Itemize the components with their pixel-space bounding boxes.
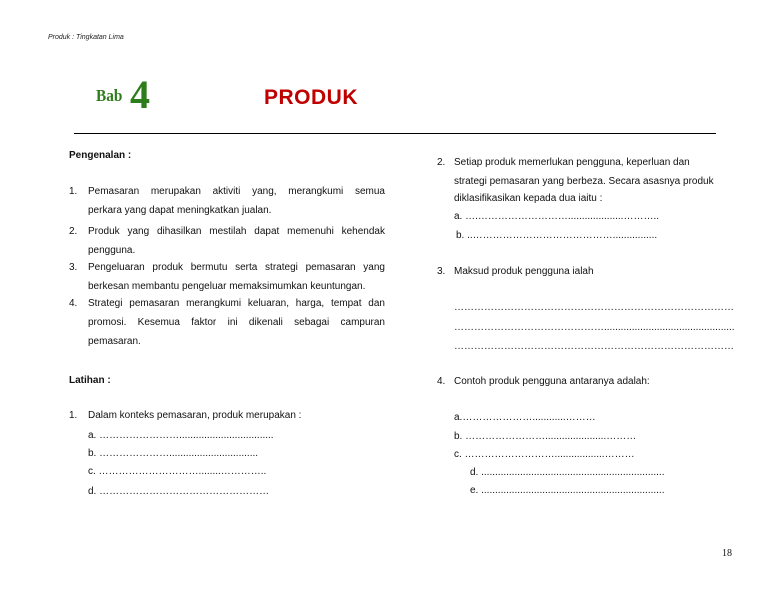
answer-option-c: c. …………………………........………….. <box>88 466 267 477</box>
intro-item-line: pengguna. <box>88 245 136 256</box>
answer-option-d: d. …………………………………………… <box>88 486 270 497</box>
intro-item-number: 1. <box>69 186 78 197</box>
title-divider <box>74 133 716 134</box>
answer-option-b: b. ..……………………………………................ <box>456 230 658 241</box>
answer-option-b: b. ……………………......................……… <box>454 431 637 442</box>
intro-item-text <box>88 298 385 348</box>
answer-line: ………………………………………............................................... <box>454 322 735 333</box>
answer-option-e: e. .................................................................. <box>470 485 665 496</box>
answer-option-a: a. …………………….................................. <box>88 430 274 441</box>
answer-option-a: a.…………………............……… <box>454 412 596 423</box>
intro-item-line: Produk yang dihasilkan mestilah dapat memenuhi kehendak <box>88 226 385 237</box>
answer-option-d: d. .................................................................. <box>470 467 665 478</box>
intro-item-line: Strategi pemasaran merangkumi keluaran, harga, tempat dan <box>88 298 385 309</box>
intro-item-number: 3. <box>69 262 78 273</box>
intro-heading: Pengenalan : <box>69 150 132 161</box>
intro-item-number: 4. <box>69 298 78 309</box>
question-text: strategi pemasaran yang berbeza. Secara asasnya produk <box>454 176 714 187</box>
intro-item-number: 2. <box>69 226 78 237</box>
answer-option-b: b. …………………................................ <box>88 448 259 459</box>
question-number: 4. <box>437 376 446 387</box>
intro-item-line: perkara yang dapat meningkatkan jualan. <box>88 205 272 216</box>
answer-line: ………………………………………………………………………… <box>454 302 734 313</box>
latihan-heading: Latihan : <box>69 375 111 386</box>
intro-item-text <box>88 186 385 217</box>
question-text: Setiap produk memerlukan pengguna, keperluan dan <box>454 157 690 168</box>
intro-item-text <box>88 226 385 257</box>
page-number: 18 <box>722 548 732 559</box>
intro-item-line: promosi. Kesemua faktor ini dikenali sebagai campuran <box>88 317 385 328</box>
question-text: Dalam konteks pemasaran, produk merupakan : <box>88 410 302 421</box>
intro-item-text <box>88 262 385 293</box>
chapter-label: Bab <box>96 86 123 105</box>
answer-line: ………………………………………………………………………… <box>454 341 734 352</box>
question-text: diklasifikasikan kepada dua iaitu : <box>454 193 603 204</box>
question-number: 3. <box>437 266 446 277</box>
chapter-title: PRODUK <box>264 86 359 109</box>
answer-option-a: a. ….………………………....................……….. <box>454 211 660 222</box>
question-number: 2. <box>437 157 446 168</box>
running-header: Produk : Tingkatan Lima <box>48 34 124 41</box>
question-text: Contoh produk pengguna antaranya adalah: <box>454 376 650 387</box>
question-number: 1. <box>69 410 78 421</box>
intro-item-line: Pemasaran merupakan aktiviti yang, merangkumi semua <box>88 186 385 197</box>
intro-item-line: berkesan membantu pengeluar memaksimumkan keuntungan. <box>88 281 366 292</box>
answer-option-c: c. ………………………..................……… <box>454 449 635 460</box>
intro-item-line: pemasaran. <box>88 336 141 347</box>
question-text: Maksud produk pengguna ialah <box>454 266 594 277</box>
intro-item-line: Pengeluaran produk bermutu serta strategi pemasaran yang <box>88 262 385 273</box>
chapter-number: 4 <box>130 72 150 117</box>
